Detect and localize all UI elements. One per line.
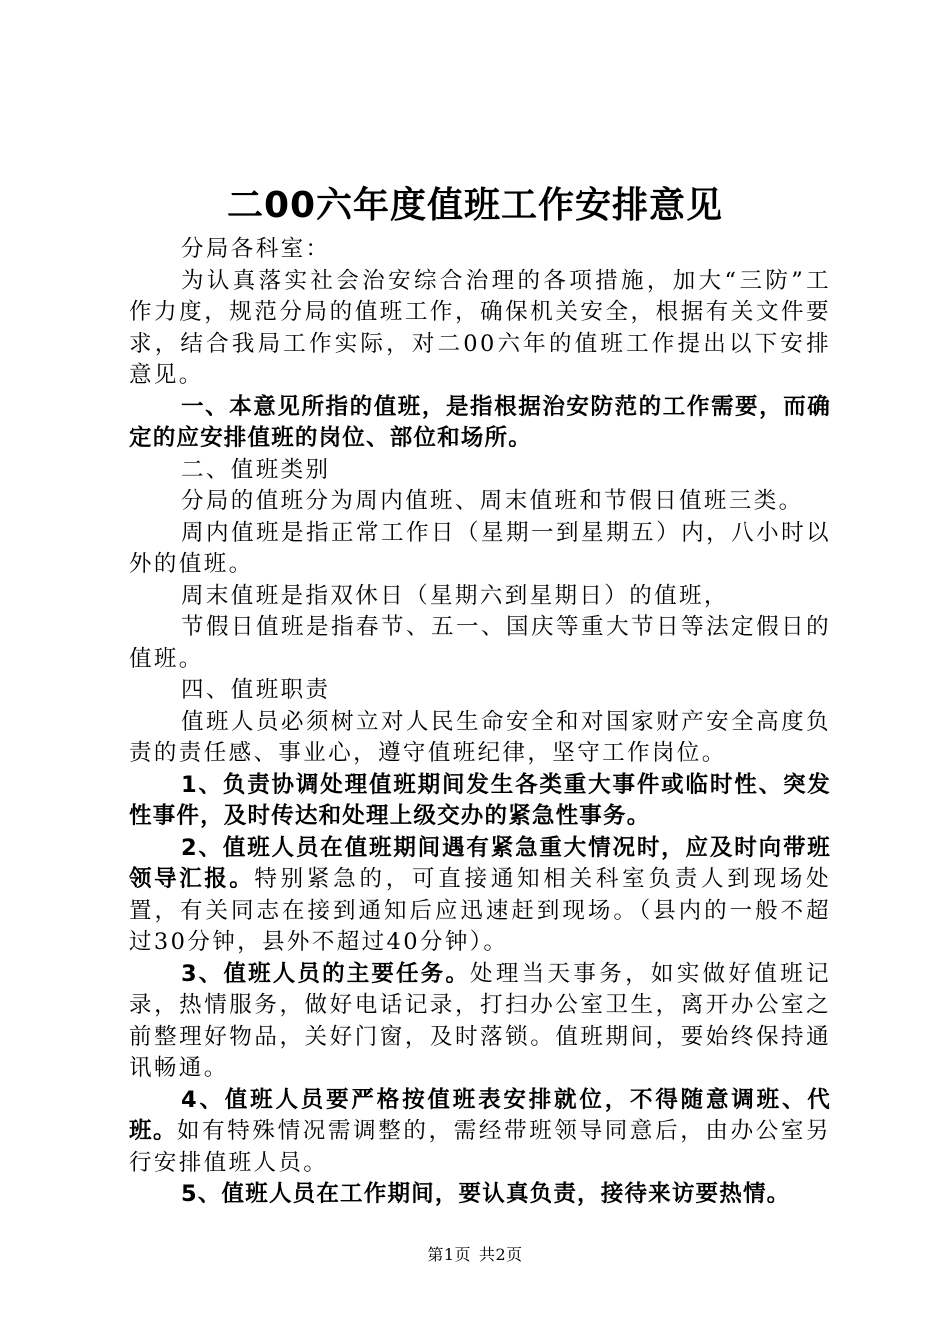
item-two-lead: 2、值班人员在值班期间遇有紧急重大情况时，应及时向带班领导汇报。 xyxy=(129,834,831,892)
paragraph-holiday-duty: 节假日值班是指春节、五一、国庆等重大节日等法定假日的值班。 xyxy=(129,614,831,672)
item-two-rest: 特别紧急的，可直接通知相关科室负责人到现场处置，有关同志在接到通知后应迅速赶到现场。（县内的一般不超过30分钟，县外不超过40分钟）。 xyxy=(129,866,831,955)
paragraph-intro: 为认真落实社会治安综合治理的各项措施，加大“三防”工作力度，规范分局的值班工作，确保机关安全，根据有关文件要求，结合我局工作实际，对二00六年的值班工作提出以下安排意见。 xyxy=(129,267,832,388)
salutation: 分局各科室： xyxy=(181,236,331,262)
page-total: 共2页 xyxy=(479,1245,523,1264)
item-one: 1、负责协调处理值班期间发生各类重大事件或临时性、突发性事件，及时传达和处理上级交办的紧急性事务。 xyxy=(129,771,831,829)
document-body xyxy=(129,234,831,1211)
section-two-heading: 二、值班类别 xyxy=(181,456,331,483)
item-four xyxy=(129,1085,831,1180)
item-four-lead: 4、值班人员要严格按值班表安排就位，不得随意调班、代班。 xyxy=(129,1086,831,1144)
item-three-rest: 处理当天事务，如实做好值班记录，热情服务，做好电话记录，打扫办公室卫生，离开办公室之前整理好物品，关好门窗，及时落锁。值班期间，要始终保持通讯畅通。 xyxy=(129,960,831,1081)
paragraph-weekend-duty: 周末值班是指双休日（星期六到星期日）的值班， xyxy=(181,582,729,609)
page-number: 第1页 xyxy=(427,1245,471,1264)
item-three-lead: 3、值班人员的主要任务。 xyxy=(181,960,470,987)
paragraph-duty-responsibility: 值班人员必须树立对人民生命安全和对国家财产安全高度负责的责任感、事业心，遵守值班纪律，坚守工作岗位。 xyxy=(129,708,831,766)
item-three xyxy=(129,959,831,1085)
item-two xyxy=(129,833,831,959)
item-five: 5、值班人员在工作期间，要认真负责，接待来访要热情。 xyxy=(181,1181,791,1207)
paragraph-duty-types: 分局的值班分为周内值班、周末值班和节假日值班三类。 xyxy=(181,488,804,514)
page-footer xyxy=(0,1244,950,1266)
document-title: 二00六年度值班工作安排意见 xyxy=(226,185,724,226)
section-four-heading: 四、值班职责 xyxy=(181,677,331,703)
paragraph-weekday-duty: 周内值班是指正常工作日（星期一到星期五）内，八小时以外的值班。 xyxy=(129,519,831,577)
section-one: 一、本意见所指的值班，是指根据治安防范的工作需要，而确定的应安排值班的岗位、部位和场所。 xyxy=(129,393,831,451)
item-four-rest: 如有特殊情况需调整的，需经带班领导同意后，由办公室另行安排值班人员。 xyxy=(129,1118,831,1176)
